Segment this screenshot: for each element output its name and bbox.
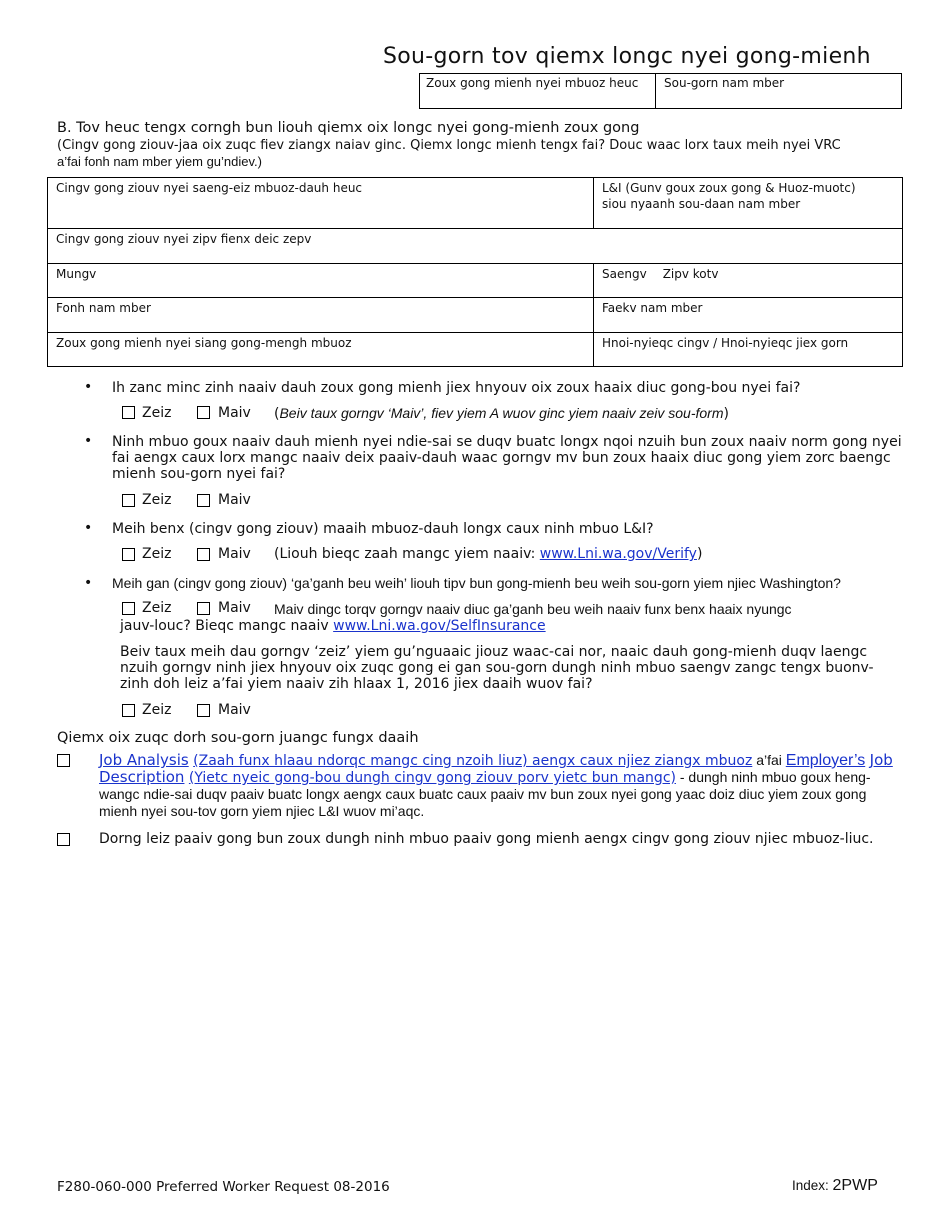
q3-note-suffix: ) [696,546,703,562]
q4-followup: Beiv taux meih dau gorngv ‘zeiz’ yiem gu’nguaaic jiouz waac-cai nor, naaic dauh gong-mienh duqv laengc nzuih gorngv ninh jiex hnyouv oix zuqc gong ei gan sou-gorn dungh ninh mbuo saengv zangc tengx buonv-zinh doh leiz a’fai yiem naaiv zih hlaax 1, 2016 jiex daaih wuov fai? [120,644,874,692]
attachment-2-text: Dorng leiz paaiv gong bun zoux dungh ninh mbuo paaiv gong mienh aengx cingv gong ziouv njiec mbuoz-liuc. [99,831,874,847]
q1-no-label: Maiv [218,405,251,421]
employers-link[interactable]: Employer’s [785,752,866,769]
business-name-field[interactable] [48,178,594,229]
state-label: Saengv [602,267,647,281]
bullet-icon: • [84,520,93,536]
attachments-heading: Qiemx oix zuqc dorh sou-gorn juangc fungx daaih [57,730,419,746]
li-account-label: L&I (Gunv goux zoux gong & Huoz-muotc) [602,181,856,195]
q2-no-checkbox[interactable] [197,494,210,507]
note-line-2: a’fai fonh nam mber yiem gu’ndiev.) [57,154,262,169]
mailing-address-field[interactable] [48,229,903,264]
email-field[interactable] [594,333,903,367]
question-4: Meih gan (cingv gong ziouv) ‘ga’ganh beu weih’ liouh tipv bun gong-mienh beu weih sou-gorn yiem njiec Washington? [112,575,841,591]
question-1: Ih zanc minc zinh naaiv dauh zoux gong mienh jiex hnyouv oix zoux haaix diuc gong-bou nyei fai? [112,380,801,396]
q4-no-checkbox[interactable] [197,602,210,615]
q4-no-note: Maiv dingc torqv gorngv naaiv diuc ga’ganh beu weih naaiv funx benx haaix nyungc [274,601,792,617]
bullet-icon: • [84,575,93,591]
attachment-2-checkbox[interactable] [57,833,70,846]
bullet-icon: • [84,379,93,395]
employer-name-field[interactable]: Zoux gong mienh nyei mbuoz heuc [420,74,656,108]
index-value: 2PWP [832,1177,878,1194]
self-insurance-link[interactable]: www.Lni.wa.gov/SelfInsurance [333,618,546,634]
q3-no-label: Maiv [218,546,251,562]
attachment-1-rest: - dungh ninh mbuo goux heng-wangc ndie-sai duqv paaiv buatc longx aengx caux buatc caux paaiv mv bun zoux nyei gong yaac doiz diuc yiem zoux gong mienh nyei sou-tov gorn yiem njiec L&I wuov mi’aqc. [99,769,871,819]
claim-number-field[interactable]: Sou-gorn nam mber [664,76,785,90]
q4f-no-checkbox[interactable] [197,704,210,717]
zip-label: Zipv kotv [662,267,719,281]
q1-note-italic: Beiv taux gorngv ‘Maiv’, fiev yiem A wuov ginc yiem naaiv zeiv sou-form [279,405,724,421]
q4f-no-label: Maiv [218,702,251,718]
fax-label: Faekv nam mber [602,301,703,315]
q4-no-note-2 [120,618,546,634]
attachment-1-checkbox[interactable] [57,754,70,767]
email-label: Hnoi-nyieqc cingv / Hnoi-nyieqc jiex gorn [602,336,849,350]
li-account-label-2: siou nyaanh sou-daan nam mber [602,197,801,211]
job-analysis-desc-link[interactable]: (Zaah funx hlaau ndorqc mangc cing nzoih liuz) aengx caux njiez ziangx mbuoz [193,753,753,769]
section-b-heading: B. Tov heuc tengx corngh bun liouh qiemx oix longc nyei gong-mienh zoux gong [57,120,640,136]
q1-yes-checkbox[interactable] [122,406,135,419]
contact-name-field[interactable] [48,333,594,367]
q4-yes-checkbox[interactable] [122,602,135,615]
question-3: Meih benx (cingv gong ziouv) maaih mbuoz-dauh longx caux ninh mbuo L&I? [112,521,654,537]
q2-no-label: Maiv [218,492,251,508]
verify-link[interactable]: www.Lni.wa.gov/Verify [539,546,697,562]
form-id: F280-060-000 Preferred Worker Request 08-2016 [57,1179,390,1195]
q1-note-close: ) [723,406,729,422]
q4-no-label: Maiv [218,600,251,616]
question-2: Ninh mbuo goux naaiv dauh mienh nyei ndie-sai se duqv buatc longx nqoi nzuih bun zoux naaiv norm gong nyei fai aengx caux lorx mangc naaiv deix paaiv-dauh waac gorngv mv bun zoux haaix diuc gong yiem zorc baengc mienh sou-gorn nyei fai? [112,434,902,482]
job-analysis-link[interactable]: Job Analysis [99,751,189,769]
q3-yes-label: Zeiz [142,546,172,562]
index [792,1177,878,1195]
employer-info-table [47,177,903,367]
q4f-yes-label: Zeiz [142,702,172,718]
phone-label: Fonh nam mber [56,301,151,315]
header-box [419,73,902,109]
q3-yes-checkbox[interactable] [122,548,135,561]
city-field[interactable] [48,264,594,298]
business-name-label: Cingv gong ziouv nyei saeng-eiz mbuoz-dauh heuc [56,181,363,195]
phone-field[interactable] [48,298,594,333]
q3-no-checkbox[interactable] [197,548,210,561]
attachment-1-text [99,752,899,820]
q1-note [274,405,729,422]
section-b-note [57,138,907,170]
index-label: Index: [792,1178,833,1193]
fax-field[interactable] [594,298,903,333]
q4-yes-label: Zeiz [142,600,172,616]
note-line-1: (Cingv gong ziouv-jaa oix zuqc fiev ziangx naiav ginc. Qiemx longc mienh tengx fai? Douc waac lorx taux meih nyei VRC [57,138,841,153]
city-label: Mungv [56,267,97,281]
contact-name-label: Zoux gong mienh nyei siang gong-mengh mbuoz [56,336,352,350]
job-description-desc-link[interactable]: (Yietc nyeic gong-bou dungh cingv gong ziouv porv yietc bun mangc) [188,770,676,786]
q1-no-checkbox[interactable] [197,406,210,419]
li-account-field[interactable] [594,178,903,229]
q4-no-note-2-prefix: jauv-louc? Bieqc mangc naaiv [120,618,334,634]
q3-note [274,546,702,562]
job-description-link[interactable]: Job Description [99,751,893,786]
q2-yes-label: Zeiz [142,492,172,508]
q1-yes-label: Zeiz [142,405,172,421]
q4f-yes-checkbox[interactable] [122,704,135,717]
q1-note-open: ( [274,406,280,422]
state-zip-field[interactable] [594,264,903,298]
bullet-icon: • [84,433,93,449]
q2-yes-checkbox[interactable] [122,494,135,507]
attachment-1-or: a’fai [752,752,786,768]
q3-note-prefix: (Liouh bieqc zaah mangc yiem naaiv: [274,546,540,562]
page-title: Sou-gorn tov qiemx longc nyei gong-mienh [383,44,871,69]
mailing-address-label: Cingv gong ziouv nyei zipv fienx deic zepv [56,232,312,246]
